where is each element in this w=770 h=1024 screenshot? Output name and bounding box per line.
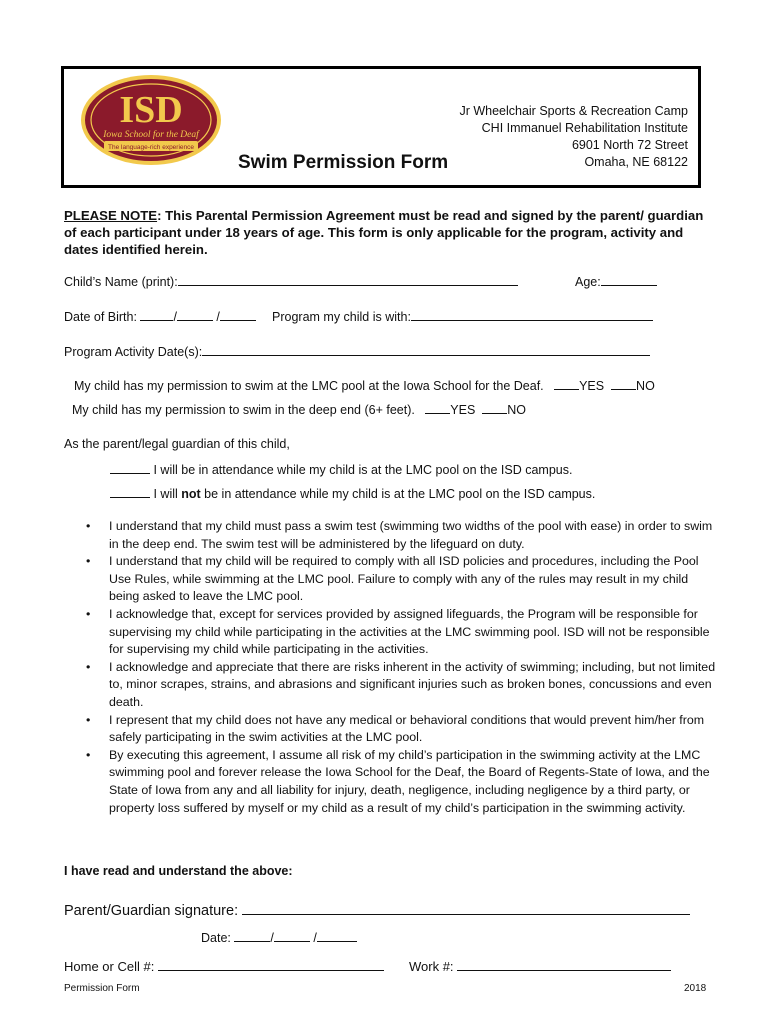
note-text: : This Parental Permission Agreement must be read and signed by the parent/ guardian of each participant under 18 years of age. This form is only applicable for the program, activity and dates identified herein. <box>64 208 704 257</box>
footer-right: 2018 <box>684 983 707 994</box>
not-attend-pre: I will <box>153 487 182 501</box>
activity-dates-line[interactable] <box>202 343 650 356</box>
child-name-field[interactable] <box>64 273 518 289</box>
program-label: Program my child is with: <box>272 310 411 324</box>
dob-month-line[interactable] <box>140 308 173 321</box>
term-text: I acknowledge and appreciate that there are risks inherent in the activity of swimming; including, but not limited to, minor scrapes, strains, and abrasions and significant injuries such as broken bones, concussions and even death. <box>109 659 716 709</box>
deep-no-label: NO <box>507 403 526 417</box>
pool-yes-label: YES <box>579 379 605 393</box>
logo-text: ISD <box>119 89 183 131</box>
term-text: I understand that my child must pass a swim test (swimming two widths of the pool with ease) in order to swim in the deep end. The swim test will be administered by the lifeguard on duty. <box>109 519 713 551</box>
deep-permission-text: My child has my permission to swim in the deep end (6+ feet). <box>72 403 415 417</box>
list-item <box>86 659 716 712</box>
dob-label: Date of Birth: <box>64 310 137 324</box>
deep-yes-line[interactable] <box>425 401 450 414</box>
bullet-icon: • <box>86 554 91 569</box>
home-phone-label: Home or Cell #: <box>64 959 155 974</box>
not-attend-option <box>110 485 595 501</box>
work-phone-line[interactable] <box>457 958 671 971</box>
bullet-icon: • <box>86 606 91 621</box>
term-text: I acknowledge that, except for services provided by assigned lifeguards, the Program will be responsible for supervising my child while participating in the activities at the LMC swimming pool. ISD will not be responsible for supervising my child while participating in the activities. <box>109 606 710 657</box>
list-item <box>86 606 716 659</box>
activity-dates-label: Program Activity Date(s): <box>64 345 203 359</box>
address-line-2: CHI Immanuel Rehabilitation Institute <box>481 121 688 135</box>
date-month-line[interactable] <box>234 929 270 942</box>
pool-no-line[interactable] <box>611 377 636 390</box>
program-field[interactable] <box>272 308 653 324</box>
date-year-line[interactable] <box>317 929 357 942</box>
pool-no-label: NO <box>636 379 655 393</box>
not-attend-post: be in attendance while my child is at the LMC pool on the ISD campus. <box>200 487 596 501</box>
please-note <box>64 207 714 258</box>
bullet-icon: • <box>86 712 91 727</box>
list-item <box>86 518 716 553</box>
attend-option <box>110 461 572 477</box>
work-phone-label: Work #: <box>409 959 454 974</box>
deep-permission <box>72 401 526 417</box>
parent-signature-label: Parent/Guardian signature: <box>64 903 239 919</box>
attend-text: I will be in attendance while my child is at the LMC pool on the ISD campus. <box>153 463 573 477</box>
dob-day-line[interactable] <box>177 308 213 321</box>
list-item <box>86 553 716 606</box>
list-item <box>86 712 716 747</box>
terms-list <box>86 518 716 817</box>
bullet-icon: • <box>86 747 91 762</box>
pool-permission <box>74 377 655 393</box>
parent-signature-field[interactable] <box>64 900 690 919</box>
date-day-line[interactable] <box>274 929 310 942</box>
address-line-3: 6901 North 72 Street <box>571 138 688 152</box>
bullet-icon: • <box>86 519 91 533</box>
term-text: I understand that my child will be required to comply with all ISD policies and procedures, including the Pool Use Rules, while swimming at the LMC pool. Failure to comply with any of the rules may result in my child being asked to leave the LMC pool. <box>109 554 699 604</box>
work-phone-field[interactable] <box>409 958 671 974</box>
pool-yes-line[interactable] <box>554 377 579 390</box>
dob-field[interactable]: Date of Birth: / / <box>64 308 256 324</box>
note-label: PLEASE NOTE <box>64 208 158 223</box>
pool-permission-text: My child has my permission to swim at the LMC pool at the Iowa School for the Deaf. <box>74 379 544 393</box>
home-phone-line[interactable] <box>158 958 384 971</box>
child-name-line[interactable] <box>178 273 518 286</box>
signature-date-field[interactable]: Date: / / <box>201 929 357 945</box>
age-line[interactable] <box>601 273 657 286</box>
footer-left: Permission Form <box>64 983 140 994</box>
dob-year-line[interactable] <box>220 308 256 321</box>
signature-date-label: Date: <box>201 931 231 945</box>
age-field[interactable] <box>575 273 657 289</box>
child-name-label: Child’s Name (print): <box>64 275 178 289</box>
term-text: I represent that my child does not have any medical or behavioral conditions that would prevent him/her from safely participating in the swim activities at the LMC pool. <box>109 712 705 745</box>
bullet-icon: • <box>86 659 91 674</box>
logo-tagline: The language-rich experience <box>108 144 194 151</box>
activity-dates-field[interactable] <box>64 343 650 359</box>
home-phone-field[interactable] <box>64 958 384 974</box>
guardian-intro: As the parent/legal guardian of this child, <box>64 437 290 451</box>
program-line[interactable] <box>411 308 653 321</box>
read-acknowledgement: I have read and understand the above: <box>64 864 293 878</box>
address-line-4: Omaha, NE 68122 <box>584 155 688 169</box>
not-attend-line[interactable] <box>110 485 150 498</box>
address-line-1: Jr Wheelchair Sports & Recreation Camp <box>459 104 688 118</box>
list-item <box>86 747 716 817</box>
page-title: Swim Permission Form <box>238 152 449 173</box>
age-label: Age: <box>575 275 601 289</box>
attend-line[interactable] <box>110 461 150 474</box>
logo-subtitle: Iowa School for the Deaf <box>103 130 199 140</box>
deep-no-line[interactable] <box>482 401 507 414</box>
not-attend-bold: not <box>181 487 201 501</box>
parent-signature-line[interactable] <box>242 900 690 915</box>
deep-yes-label: YES <box>450 403 476 417</box>
isd-logo <box>80 74 222 166</box>
term-text: By executing this agreement, I assume all risk of my child’s participation in the swimming activity at the LMC swimming pool and forever release the Iowa School for the Deaf, the Board of Regents-State of Iowa, and the State of Iowa from any and all liability for injury, death, negligence, including negligence by a third party, or property loss suffered by myself or my child as a result of my child’s participation in the swimming activity. <box>109 747 710 815</box>
